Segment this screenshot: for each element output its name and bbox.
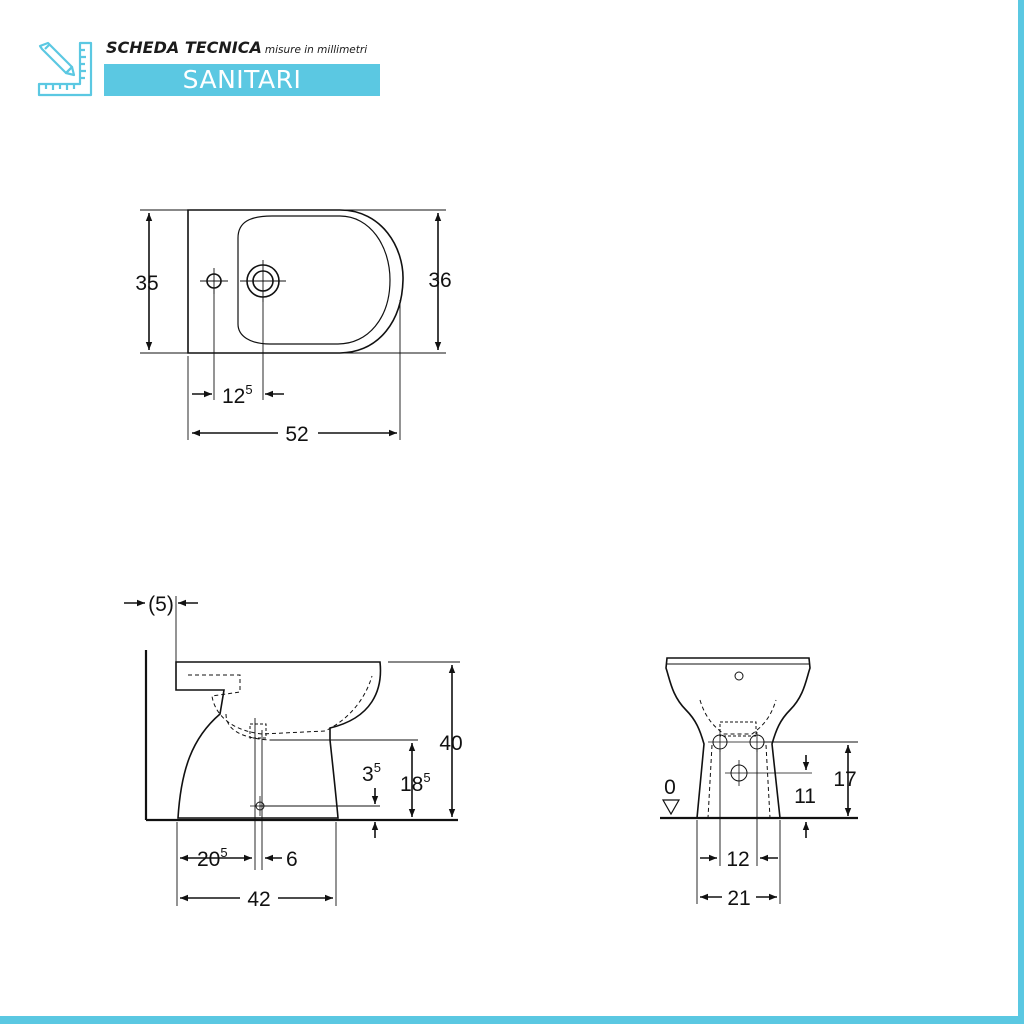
floor-level-triangle bbox=[663, 800, 679, 814]
top-view bbox=[140, 210, 446, 440]
dim-5: (5) bbox=[148, 593, 174, 616]
top-view-bowl-rim bbox=[238, 216, 390, 344]
dim-11: 11 bbox=[794, 785, 816, 808]
dim-6: 6 bbox=[286, 848, 298, 871]
front-view-outline bbox=[666, 658, 810, 818]
dim-17: 17 bbox=[833, 768, 857, 791]
page-subtitle: misure in millimetri bbox=[264, 44, 368, 56]
dim-3-5: $3^5$ bbox=[362, 760, 381, 786]
dim-12-5: $12^5$ bbox=[222, 382, 253, 408]
dim-0: 0 bbox=[664, 776, 676, 799]
dim-40: 40 bbox=[439, 732, 463, 755]
category-banner: SANITARI bbox=[104, 64, 380, 96]
dim-36: 36 bbox=[428, 269, 452, 292]
dim-21: 21 bbox=[727, 887, 751, 910]
front-tap-hole bbox=[735, 672, 743, 680]
dim-52: 52 bbox=[285, 423, 309, 446]
side-view-inner-dashed bbox=[188, 675, 372, 734]
front-view bbox=[660, 658, 858, 904]
dim-12: 12 bbox=[726, 848, 750, 871]
dim-42: 42 bbox=[247, 888, 271, 911]
dim-35: 35 bbox=[135, 272, 159, 295]
dim-18-5: $18^5$ bbox=[400, 770, 431, 796]
page-title: SCHEDA TECNICA misure in millimetri bbox=[106, 38, 368, 57]
dim-20-5: $20^5$ bbox=[197, 845, 228, 871]
